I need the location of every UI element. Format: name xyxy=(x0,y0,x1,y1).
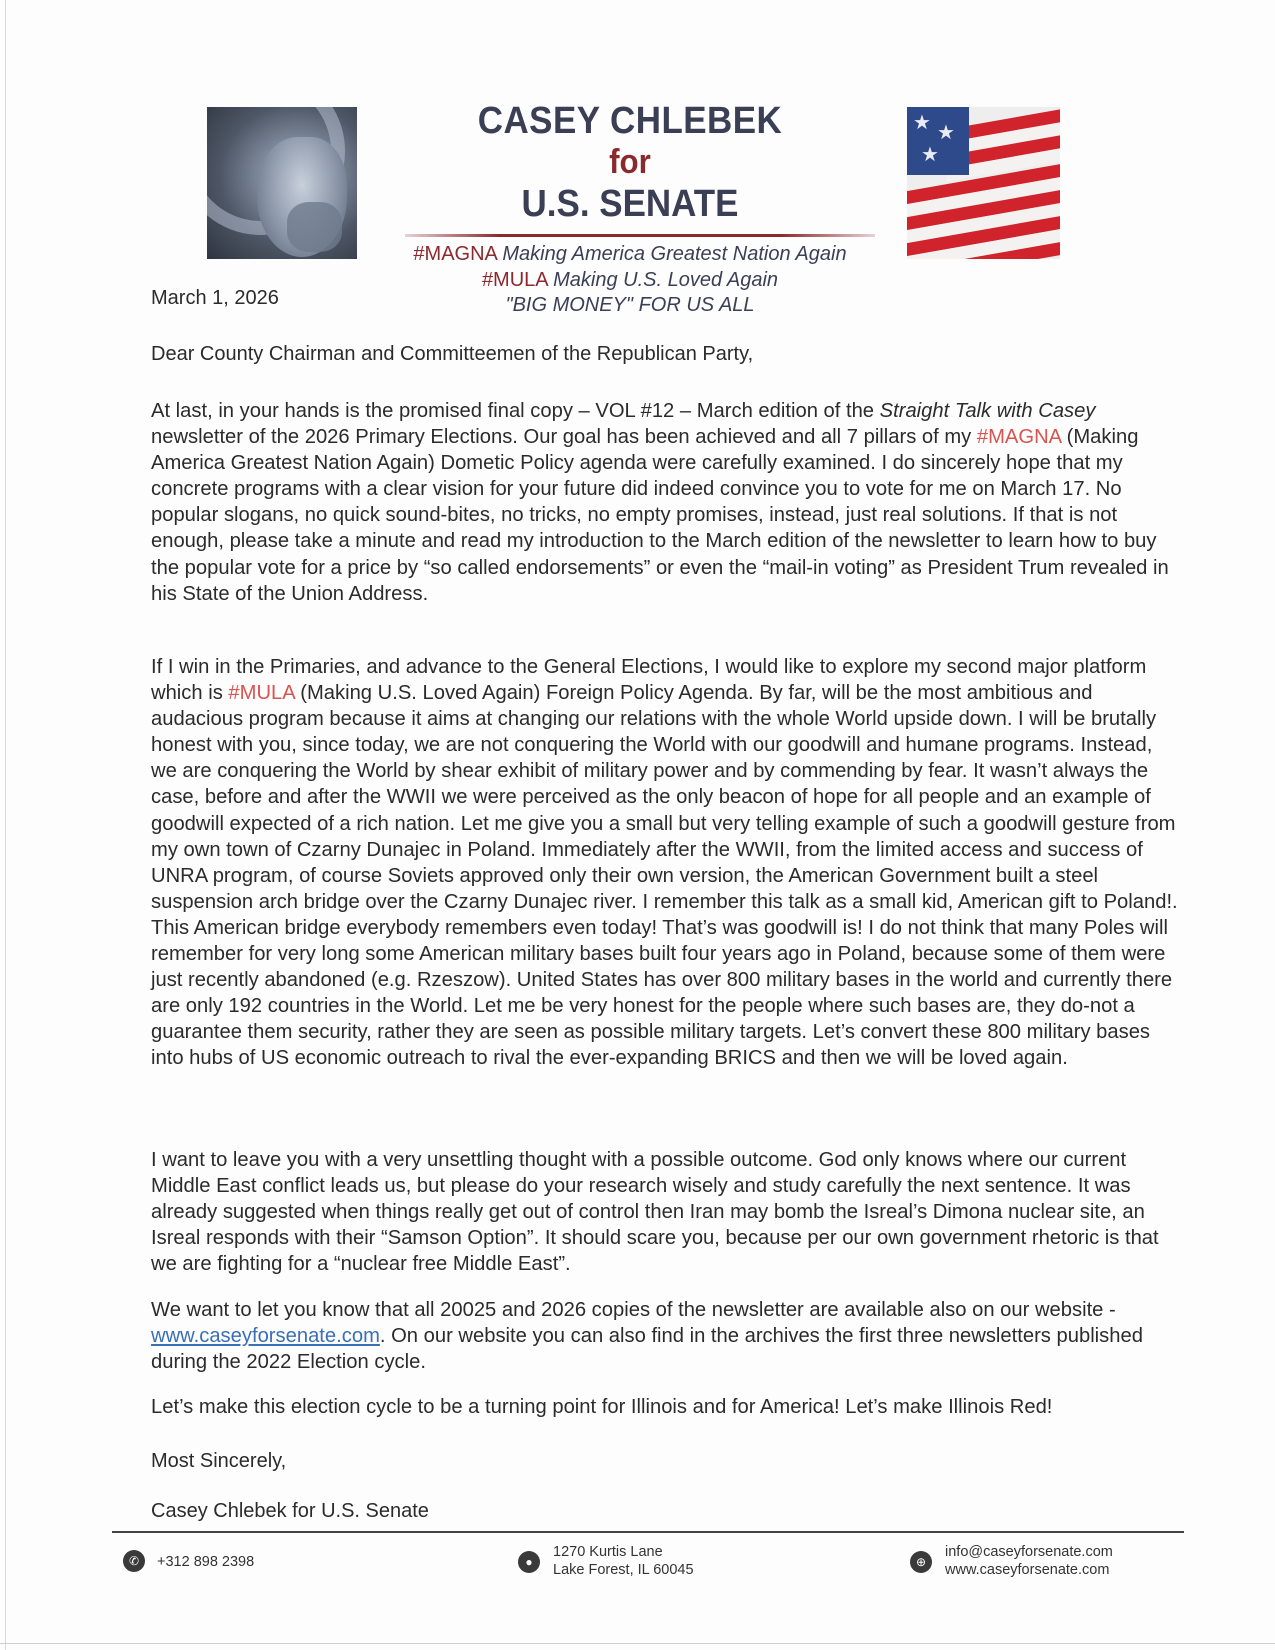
address-line-2: Lake Forest, IL 60045 xyxy=(553,1562,694,1578)
globe-icon: ⊕ xyxy=(910,1551,932,1573)
tagline-text: Making America Greatest Nation Again xyxy=(502,243,847,265)
candidate-name: CASEY CHLEBEK xyxy=(477,100,783,142)
scan-edge xyxy=(5,0,6,1650)
closing: Most Sincerely, xyxy=(151,1450,287,1472)
paragraph-4: We want to let you know that all 20025 and 2026 copies of the newsletter are available also on our website - www.caseyforsenate.com. On our website you can also find in the archives the first three newsletters published during the 2022 Election cycle. xyxy=(151,1299,1143,1374)
footer-contact xyxy=(945,1543,1113,1579)
statue-of-liberty-image xyxy=(207,107,357,259)
paragraph-1: At last, in your hands is the promised final copy – VOL #12 – March edition of the Straight Talk with Casey newsletter of the 2026 Primary Elections. Our goal has been achieved and all 7 pillars of my #MAGNA (Making America Greatest Nation Again) Dometic Policy agenda were carefully examined. I do sincerely hope that my concrete programs with a clear vision for your future did indeed convince you to vote for me on March 17. No popular slogans, no quick sound-bites, no tricks, no empty promises, instead, just real solutions. If that is not enough, please take a minute and read my introduction to the March edition of the newsletter to learn how to buy the popular vote for a price by “so called endorsements” or even the “mail-in voting” as President Trum revealed in his State of the Union Address. xyxy=(151,400,1169,605)
american-flag-image: ★ ★ ★ xyxy=(907,107,1060,259)
paragraph-2: If I win in the Primaries, and advance to the General Elections, I would like to explore my second major platform which is #MULA (Making U.S. Loved Again) Foreign Policy Agenda. By far, will be the most ambitious and audacious program because it aims at changing our relations with the whole World upside down. I will be brutally honest with you, since today, we are not conquering the World with our goodwill and humane programs. Instead, we are conquering the World by shear exhibit of military power and by commending by fear. It wasn’t always the case, before and after the WWII we were perceived as the only beacon of hope for all people and an example of goodwill expected of a rich nation. Let me give you a small but very telling example of such a goodwill gesture from my own town of Czarny Dunajec in Poland. Immediately after the WWII, from the limited access and success of UNRA program, of course Soviets approved only their own version, the American Government built a steel suspension arch bridge over the Czarny Dunajec river. I remember this talk as a small kid, American gift to Poland!. This American bridge everybody remembers even today! That’s was goodwill is! I do not think that many Poles will remember for very long some American military bases built four years ago in Poland, because some of them were just recently abandoned (e.g. Rzeszow). United States has over 800 military bases in the world and currently there are only 192 countries in the World. Let me be very honest for the people where such bases are, they do-not a guarantee them security, rather they are seen as possible military targets. Let’s convert these 800 military bases into hubs of US economic outreach to rival the ever-expanding BRICS and then we will be loved again. xyxy=(151,656,1178,1070)
tagline-magna xyxy=(360,243,900,266)
footer-website: www.caseyforsenate.com xyxy=(945,1562,1110,1578)
tagline-hashtag: #MULA xyxy=(481,269,548,291)
tagline-mula xyxy=(360,269,900,292)
address-line-1: 1270 Kurtis Lane xyxy=(553,1544,663,1560)
title-for: for xyxy=(609,143,651,181)
hashtag-magna: #MAGNA xyxy=(976,426,1062,449)
footer-divider xyxy=(112,1531,1184,1533)
footer-email: info@caseyforsenate.com xyxy=(945,1544,1113,1560)
tagline-hashtag: #MAGNA xyxy=(413,243,497,265)
tagline-text: Making U.S. Loved Again xyxy=(553,269,779,291)
scan-edge-bottom xyxy=(0,1643,1275,1644)
footer-phone: +312 898 2398 xyxy=(157,1554,255,1570)
phone-icon: ✆ xyxy=(123,1550,145,1572)
letter-date: March 1, 2026 xyxy=(151,287,279,309)
salutation: Dear County Chairman and Committeemen of the Republican Party, xyxy=(151,343,754,365)
newsletter-title: Straight Talk with Casey xyxy=(879,400,1096,422)
paragraph-3: I want to leave you with a very unsettling thought with a possible outcome. God only knows where our current Middle East conflict leads us, but please do your research wisely and study carefully the next sentence. It was already suggested when things really get out of control then Iran may bomb the Isreal’s Dimona nuclear site, an Isreal responds with their “Samson Option”. It should scare you, because per our own government rhetoric is that we are fighting for a “nuclear free Middle East”. xyxy=(151,1149,1159,1276)
map-pin-icon: ● xyxy=(518,1551,540,1573)
tagline-big-money: "BIG MONEY" FOR US ALL xyxy=(505,294,755,316)
paragraph-5: Let’s make this election cycle to be a turning point for Illinois and for America! Let’s make Illinois Red! xyxy=(151,1396,1053,1418)
header-divider xyxy=(405,234,875,237)
office-title: U.S. SENATE xyxy=(521,183,739,225)
website-link[interactable]: www.caseyforsenate.com xyxy=(151,1325,380,1348)
signature: Casey Chlebek for U.S. Senate xyxy=(151,1500,429,1522)
hashtag-mula: #MULA xyxy=(228,682,295,705)
footer-address xyxy=(553,1543,694,1579)
